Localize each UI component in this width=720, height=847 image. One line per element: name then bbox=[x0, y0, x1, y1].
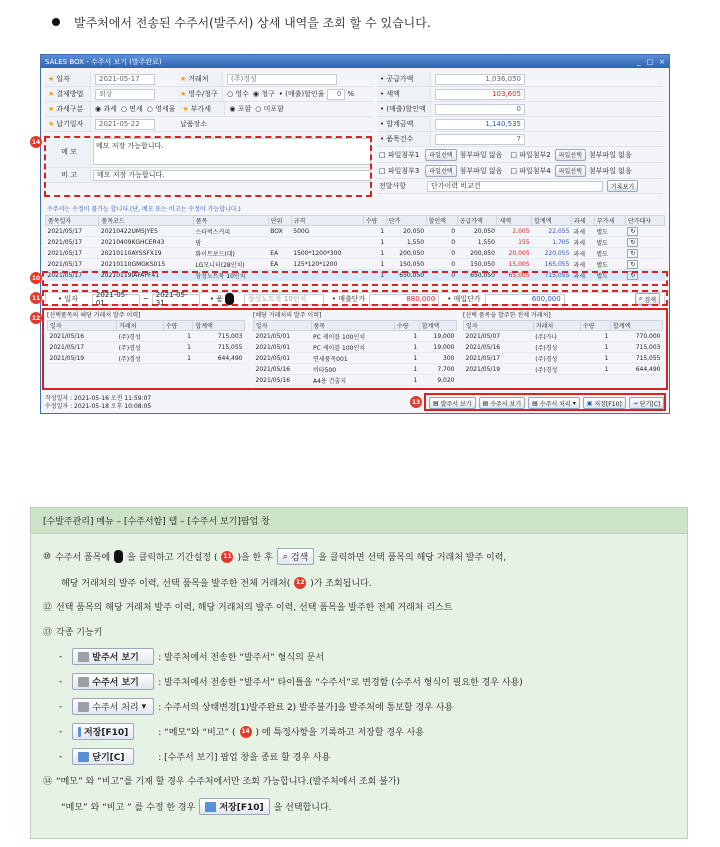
grid-header: 단가대사 bbox=[625, 216, 664, 226]
note-line-4: ⑬ 각종 기능키 bbox=[43, 628, 103, 638]
send-label: 전달사항 bbox=[379, 182, 407, 190]
grid-header: 단가 bbox=[386, 216, 426, 226]
history1-title: [선택품목의 해당 거래처 발주 이력] bbox=[47, 312, 141, 319]
radio-free[interactable]: ○ 면세 bbox=[120, 105, 143, 113]
attach4-label: □ 파일첨부4 bbox=[510, 166, 551, 175]
table-cell: 1,705 bbox=[532, 237, 572, 248]
table-cell: LG모니터(28인치) bbox=[193, 259, 268, 270]
history-cell: 1 bbox=[163, 353, 193, 364]
history-cell: PC 케이블 100인치 bbox=[311, 331, 395, 342]
note-badge-11: 11 bbox=[221, 551, 233, 563]
table-cell: 200,050 bbox=[457, 248, 497, 259]
attach3-label: □ 파일첨부3 bbox=[379, 166, 420, 175]
history-cell: (주)경성 bbox=[117, 342, 164, 353]
supply-label: • 공급가액 bbox=[377, 72, 431, 86]
table-row[interactable] bbox=[46, 226, 665, 237]
table-cell: 15,005 bbox=[497, 259, 532, 270]
note-search-button: ⌕ 검색 bbox=[277, 548, 314, 565]
grid-header: 합계액 bbox=[532, 216, 572, 226]
history-cell: 1 bbox=[163, 331, 193, 342]
table-cell: 별도 bbox=[594, 226, 625, 237]
table-cell: 65,005 bbox=[497, 270, 532, 281]
history-cell: (주)경성 bbox=[117, 353, 164, 364]
remark-input[interactable]: 메모 저장 가능합니다. bbox=[93, 170, 371, 181]
history-cell: 1 bbox=[395, 364, 420, 375]
grid-header: 공급가액 bbox=[457, 216, 497, 226]
date-field[interactable]: 2021-05-17 bbox=[95, 74, 155, 85]
history-cell: 9,020 bbox=[419, 375, 456, 386]
grid-header: 품목코드 bbox=[99, 216, 193, 226]
item-grid bbox=[45, 204, 665, 281]
table-cell: 150,050 bbox=[457, 259, 497, 270]
view-po-button[interactable]: ▤ 발주서 보기 bbox=[429, 397, 476, 409]
note-line-3: ⑫ 선택 품목의 해당 거래처 발주 이력, 해당 거래처의 발주 이력, 선택 품목을 발주한 전체 거래처 리스트 bbox=[43, 603, 453, 613]
history-header: 수량 bbox=[580, 321, 610, 331]
table-cell: 20210110GMGKS015 bbox=[99, 259, 193, 270]
price-compare-icon[interactable]: ↻ bbox=[627, 260, 638, 269]
history-cell: (주)경성 bbox=[533, 353, 580, 364]
memo-textarea[interactable]: 메모 저장 가능합니다. bbox=[93, 138, 371, 165]
note-line-1: ⑩ 수주서 품목에 을 클릭하고 기간설정 ( 11 )을 한 후 ⌕ 검색 을 클릭하면 선택 품목의 해당 거래처 발주 이력, bbox=[43, 548, 506, 565]
remark-label: 비 고 bbox=[61, 171, 77, 179]
table-cell: 별도 bbox=[594, 237, 625, 248]
history-cell: 715,003 bbox=[610, 342, 662, 353]
filter-date-label: • 일자 bbox=[58, 295, 78, 303]
table-cell: 과세 bbox=[571, 270, 594, 281]
table-cell: 화이트보드(대) bbox=[193, 248, 268, 259]
mouse-icon bbox=[114, 550, 123, 563]
price-compare-cell bbox=[625, 237, 664, 248]
attach2-label: □ 파일첨부2 bbox=[510, 150, 551, 159]
price-compare-icon[interactable]: ↻ bbox=[627, 227, 638, 236]
receipt-label: 영수/청구 bbox=[188, 90, 218, 98]
grid-header: 부가세 bbox=[594, 216, 625, 226]
history-cell: 19,000 bbox=[419, 331, 456, 342]
intro-line bbox=[52, 14, 431, 31]
vat-label: 부가세 bbox=[190, 105, 211, 113]
window-titlebar bbox=[41, 55, 669, 68]
history-cell: 1 bbox=[580, 353, 610, 364]
table-cell: 0 bbox=[426, 259, 457, 270]
table-row[interactable] bbox=[46, 237, 665, 248]
history-header: 일자 bbox=[464, 321, 534, 331]
memo-highlight bbox=[44, 136, 372, 197]
printer-icon: ▤ bbox=[482, 399, 489, 407]
grid-header: 세액 bbox=[497, 216, 532, 226]
printer-icon bbox=[78, 677, 89, 687]
buttons-highlight bbox=[424, 393, 666, 411]
table-cell: 1,550 bbox=[386, 237, 426, 248]
note-func-2: - 수주서 보기 : 발주처에서 전송한 “발주서” 타이틀을 “수주서”로 변경함 (수주서 형식이 필요한 경우 사용) bbox=[59, 673, 523, 690]
history-cell: 300 bbox=[419, 353, 456, 364]
history-header: 수량 bbox=[163, 321, 193, 331]
table-cell: EA bbox=[268, 259, 291, 270]
table-cell: 1 bbox=[363, 259, 386, 270]
process-so-button[interactable]: ▤ 수주서 처리 ▾ bbox=[528, 397, 580, 409]
table-cell: 20,005 bbox=[497, 248, 532, 259]
badge-12: 12 bbox=[30, 312, 42, 324]
attach2-button[interactable]: 파일선택 bbox=[555, 149, 586, 161]
grid-notice: 수주서는 수정이 불가능 합니다.(단, 메모 또는 비고는 수정이 가능합니다.) bbox=[47, 206, 241, 213]
pay-label: 결제방법 bbox=[56, 90, 84, 98]
table-cell: 과세 bbox=[571, 237, 594, 248]
intro-text: 발주처에서 전송된 수주서(발주서) 상세 내역을 조회 할 수 있습니다. bbox=[74, 16, 431, 30]
history-cell: 715,055 bbox=[193, 342, 245, 353]
table-cell bbox=[291, 237, 363, 248]
filter-sale-price: 880,000 bbox=[369, 294, 439, 305]
history-header: 합계액 bbox=[419, 321, 456, 331]
history-cell: 2021/05/17 bbox=[48, 342, 117, 353]
history-cell: 2021/05/01 bbox=[254, 342, 312, 353]
modified-date: 수정일자 : 2021-05-18 오후 10:08:05 bbox=[45, 403, 152, 410]
table-cell: 0 bbox=[426, 226, 457, 237]
table-cell: 2021/05/17 bbox=[46, 270, 99, 281]
table-cell: 0 bbox=[426, 270, 457, 281]
table-cell: 1 bbox=[363, 248, 386, 259]
table-cell: 125*120*1200 bbox=[291, 259, 363, 270]
note-line-5: ⑭ “메모” 와 “비고”를 기재 할 경우 수주처에서만 조회 가능합니다.(발주처에서 조회 불가) bbox=[43, 777, 401, 787]
table-cell: 2021/05/17 bbox=[46, 226, 99, 237]
history-cell: 2021/05/19 bbox=[48, 353, 117, 364]
attach4-button[interactable]: 파일선택 bbox=[555, 165, 586, 177]
history-header: 거래처 bbox=[533, 321, 580, 331]
history-header: 품목 bbox=[311, 321, 395, 331]
search-icon: ⌕ bbox=[639, 295, 643, 302]
history-cell: 770,000 bbox=[610, 331, 662, 342]
history-cell: 1 bbox=[395, 375, 420, 386]
filter-buy-price: 600,000 bbox=[485, 294, 565, 305]
note-badge-14: 14 bbox=[240, 726, 252, 738]
history-cell: 2021/05/16 bbox=[254, 375, 312, 386]
table-cell: EA bbox=[268, 248, 291, 259]
radio-include[interactable]: ◉ 포함 bbox=[229, 105, 252, 113]
filter-to-date[interactable]: 2021-05-31 bbox=[152, 294, 200, 305]
history-cell: 19,000 bbox=[419, 342, 456, 353]
history-cell: (주)가나 bbox=[533, 331, 580, 342]
table-cell: 2021/05/17 bbox=[46, 237, 99, 248]
note-badge-12: 12 bbox=[294, 577, 306, 589]
table-cell: 1 bbox=[363, 270, 386, 281]
attach1-status: 첨부파일 없음 bbox=[459, 150, 503, 159]
history-cell: 1 bbox=[580, 342, 610, 353]
note-func-3: - 수주서 처리 ▾ : 수주서의 상태변경[1)발주완료 2) 발주불가]을 발주처에 통보할 경우 사용 bbox=[59, 698, 453, 715]
table-cell: 1,550 bbox=[457, 237, 497, 248]
filter-item-input: 삼성노트북 10인치 bbox=[244, 294, 324, 305]
history-cell: 2021/05/01 bbox=[254, 353, 312, 364]
table-cell: 200,050 bbox=[386, 248, 426, 259]
supply-field: 1,036,050 bbox=[435, 74, 525, 85]
created-date: 작성일자 : 2021-05-16 오전 11:59:07 bbox=[45, 395, 152, 402]
table-cell: 2021/05/17 bbox=[46, 248, 99, 259]
history-cell: (주)경성 bbox=[533, 364, 580, 375]
history-cell: 1 bbox=[580, 364, 610, 375]
badge-13: 13 bbox=[410, 396, 422, 408]
sale-discount-field: 0 bbox=[435, 104, 525, 115]
history-cell: (주)경성 bbox=[117, 331, 164, 342]
table-cell: 별도 bbox=[594, 248, 625, 259]
history-cell: 644,490 bbox=[193, 353, 245, 364]
history-cell: (주)경성 bbox=[533, 342, 580, 353]
table-cell: 과세 bbox=[571, 248, 594, 259]
note-line-2: 해당 거래처의 발주 이력, 선택 품목을 발주한 전체 거래처( 12 )가 조회됩니다. bbox=[61, 576, 372, 589]
history-cell: 2021/05/16 bbox=[254, 364, 312, 375]
note-line-6: “메모” 와 “비고 ” 를 수정 한 경우 저장[F10] 을 선택합니다. bbox=[61, 798, 332, 815]
filter-highlight bbox=[42, 290, 668, 306]
table-cell: 별도 bbox=[594, 270, 625, 281]
order-form-right bbox=[377, 72, 663, 194]
history-cell: 715,003 bbox=[193, 331, 245, 342]
table-cell: 20,050 bbox=[457, 226, 497, 237]
history3-title: [선택 품목을 발주한 전체 거래처] bbox=[463, 312, 551, 319]
table-cell: 1 bbox=[363, 237, 386, 248]
table-cell: 스타벅스커피 bbox=[193, 226, 268, 237]
table-cell: 165,055 bbox=[532, 259, 572, 270]
table-cell: 20210110AYSSFX19 bbox=[99, 248, 193, 259]
table-cell: 20,050 bbox=[386, 226, 426, 237]
history-cell: PC 케이블 100인치 bbox=[311, 342, 395, 353]
history-cell: 1 bbox=[163, 342, 193, 353]
radio-zero[interactable]: ○ 영세율 bbox=[146, 105, 176, 113]
table-cell: BOX bbox=[268, 226, 291, 237]
save-icon bbox=[205, 802, 216, 812]
history-cell: 2021/05/16 bbox=[464, 342, 534, 353]
table-cell: 155 bbox=[497, 237, 532, 248]
table-cell bbox=[268, 237, 291, 248]
window-title: SALES BOX - 수주서 보기 (발주완료) bbox=[45, 57, 162, 66]
printer-icon bbox=[78, 702, 89, 712]
footer-dates bbox=[45, 395, 151, 411]
table-row[interactable] bbox=[46, 248, 665, 259]
grid-header: 단위 bbox=[268, 216, 291, 226]
radio-exclude[interactable]: ○ 미포함 bbox=[255, 105, 284, 113]
total-label: • 합계금액 bbox=[377, 117, 431, 131]
history-cell: 2021/05/07 bbox=[464, 331, 534, 342]
table-cell: 20210119IAFAPF41 bbox=[99, 270, 193, 281]
minimize-button[interactable]: _ bbox=[637, 57, 641, 66]
radio-receipt[interactable]: ○ 영수 bbox=[227, 90, 249, 98]
pay-select[interactable]: 외상 bbox=[95, 89, 155, 100]
filter-from-date[interactable]: 2021-05-01 bbox=[92, 294, 140, 305]
grid-header: 수량 bbox=[363, 216, 386, 226]
table-cell: 220,055 bbox=[532, 248, 572, 259]
history-cell: 면세품목001 bbox=[311, 353, 395, 364]
history-cell: 2021/05/17 bbox=[464, 353, 534, 364]
bullet-icon bbox=[52, 18, 60, 26]
table-row[interactable] bbox=[46, 259, 665, 270]
chevron-down-icon: ▾ bbox=[572, 399, 576, 407]
table-cell: 22,055 bbox=[532, 226, 572, 237]
table-cell: 650,050 bbox=[457, 270, 497, 281]
save-icon bbox=[78, 727, 81, 737]
taxtype-label: 과세구분 bbox=[56, 105, 84, 113]
history-cell: 7,700 bbox=[419, 364, 456, 375]
table-cell: 0 bbox=[426, 248, 457, 259]
table-cell: 과세 bbox=[571, 259, 594, 270]
close-window-button[interactable]: ⇥ 닫기[C] bbox=[629, 397, 665, 409]
client-field[interactable]: (주)경성 bbox=[227, 74, 337, 85]
order-form-left: ★ 일자 2021-05-17 ★ 거래처 (주)경성 ★ 결제방법 외상 ★ 영수/청구 ○ 영수 ◉ 청구 • (매출)할인율 0 % ★ 과세구분 ◉ 과세 ○ 면세 ○ 영세율 ★ 부가세 ◉ 포함 ○ 미포함 ★ 납기일자 2021-05-22 납품장소 메 모 메모 저장 가능합니다. 비 고 메모 저장 가능합니다. bbox=[45, 72, 373, 183]
table-cell: 650,050 bbox=[386, 270, 426, 281]
table-cell: 팜 bbox=[193, 237, 268, 248]
history-cell: 1 bbox=[395, 331, 420, 342]
badge-11: 11 bbox=[30, 292, 42, 304]
price-compare-icon[interactable]: ↻ bbox=[627, 271, 638, 280]
attach1-button[interactable]: 파일선택 bbox=[425, 149, 456, 161]
history-cell: A4용 건출지 bbox=[311, 375, 395, 386]
table-cell: 1 bbox=[363, 226, 386, 237]
printer-icon bbox=[78, 652, 89, 662]
history-cell: 2021/05/16 bbox=[48, 331, 117, 342]
table-cell: 715,055 bbox=[532, 270, 572, 281]
note-func-5: - 닫기[C] : [수주서 보기] 팝업 창을 종료 할 경우 사용 bbox=[59, 748, 330, 765]
close-button[interactable]: × bbox=[659, 57, 665, 66]
history-cell: 2021/05/19 bbox=[464, 364, 534, 375]
attach3-button[interactable]: 파일선택 bbox=[425, 165, 456, 177]
attach1-label: □ 파일첨부1 bbox=[379, 150, 420, 159]
tax-label: • 세액 bbox=[377, 87, 431, 101]
place-label: 납품장소 bbox=[180, 120, 208, 128]
table-cell: 삼성노트북 10인치 bbox=[193, 270, 268, 281]
tax-field: 103,605 bbox=[435, 89, 525, 100]
history-header: 일자 bbox=[254, 321, 312, 331]
note-header: [수발주관리] 메뉴 – [수주서함] 탭 – [수주서 보기]팝업 창 bbox=[31, 508, 687, 534]
table-cell: 1500*1200*300 bbox=[291, 248, 363, 259]
search-button[interactable]: ⌕ 검색 bbox=[635, 293, 660, 305]
memo-label: 메 모 bbox=[61, 147, 77, 156]
sale-discount-label: • (매출)할인액 bbox=[377, 102, 431, 116]
note-func-1: - 발주서 보기 : 발주처에서 전송한 “발주서” 형식의 문서 bbox=[59, 648, 324, 665]
price-compare-cell bbox=[625, 248, 664, 259]
history-header: 수량 bbox=[395, 321, 420, 331]
maximize-button[interactable]: □ bbox=[646, 57, 654, 66]
history-cell: 1 bbox=[580, 331, 610, 342]
client-label: 거래처 bbox=[188, 75, 209, 83]
price-compare-icon[interactable]: ↻ bbox=[627, 249, 638, 258]
grid-header: 과세 bbox=[571, 216, 594, 226]
price-compare-cell bbox=[625, 226, 664, 237]
history-cell: 1 bbox=[395, 342, 420, 353]
exit-icon: ⇥ bbox=[632, 399, 638, 407]
history-header: 합계액 bbox=[193, 321, 245, 331]
history-header: 일자 bbox=[48, 321, 117, 331]
attach4-status: 첨부파일 없음 bbox=[588, 166, 632, 175]
view-so-button[interactable]: ▤ 수주서 보기 bbox=[479, 397, 526, 409]
badge-10: 10 bbox=[30, 272, 42, 284]
row-highlight bbox=[42, 271, 668, 286]
table-cell: 20210409KGHCER43 bbox=[99, 237, 193, 248]
save-icon: ▣ bbox=[586, 399, 593, 407]
note-func-4: - 저장[F10] : “메모”와 “비고” ( 14 ) 에 특정사항을 기록하고 저장할 경우 사용 bbox=[59, 723, 424, 740]
printer-icon: ▤ bbox=[433, 399, 439, 407]
history-button[interactable]: 기록보기 bbox=[607, 180, 638, 192]
filter-sale-price-label: • 매출단가 bbox=[331, 295, 366, 303]
table-cell: 별도 bbox=[594, 259, 625, 270]
filter-item-label: • 품 bbox=[209, 295, 223, 303]
grid-header: 할인액 bbox=[426, 216, 457, 226]
history-cell: 2021/05/01 bbox=[254, 331, 312, 342]
sale-discount-rate-label: • (매출)할인율 bbox=[278, 90, 325, 98]
table-cell: 2,005 bbox=[497, 226, 532, 237]
filter-buy-price-label: • 매입단가 bbox=[447, 295, 481, 303]
table-cell: 0 bbox=[426, 237, 457, 248]
attach3-status: 첨부파일 없음 bbox=[459, 166, 503, 175]
due-label: 납기일자 bbox=[56, 120, 84, 128]
radio-tax[interactable]: ◉ 과세 bbox=[95, 105, 117, 113]
items-label: • 품목건수 bbox=[377, 132, 431, 146]
send-input[interactable]: 단가이력 비교건 bbox=[427, 181, 603, 192]
date-label: 일자 bbox=[56, 75, 70, 83]
chevron-down-icon: ▾ bbox=[141, 701, 147, 712]
grid-header: 품목일자 bbox=[46, 216, 99, 226]
price-compare-icon[interactable]: ↻ bbox=[627, 238, 638, 247]
history-header: 합계액 bbox=[610, 321, 662, 331]
history-cell: 1 bbox=[395, 353, 420, 364]
history2-title: [해당 거래처의 발주 이력] bbox=[253, 312, 322, 319]
history-highlight bbox=[42, 308, 668, 390]
printer-icon: ▤ bbox=[532, 399, 538, 407]
table-cell: 과세 bbox=[571, 226, 594, 237]
table-cell: 150,050 bbox=[386, 259, 426, 270]
items-field: 7 bbox=[435, 134, 525, 145]
attach2-status: 첨부파일 없음 bbox=[588, 150, 632, 159]
total-field: 1,140,535 bbox=[435, 119, 525, 130]
history-cell: 비타500 bbox=[311, 364, 395, 375]
save-button[interactable]: ▣ 저장[F10] bbox=[583, 397, 626, 409]
badge-14: 14 bbox=[30, 136, 42, 148]
table-cell: 500G bbox=[291, 226, 363, 237]
due-field[interactable]: 2021-05-22 bbox=[95, 119, 155, 130]
filter-bar: • 일자 2021-05-01 ~ 2021-05-31 • 품 삼성노트북 10인치 • 매출단가 880,000 • 매입단가 600,000 ⌕ 검색 bbox=[45, 292, 665, 306]
radio-claim[interactable]: ◉ 청구 bbox=[252, 90, 275, 98]
search-icon: ⌕ bbox=[282, 551, 288, 562]
grid-header: 규격 bbox=[291, 216, 363, 226]
history-cell: 644,490 bbox=[610, 364, 662, 375]
grid-header: 품목 bbox=[193, 216, 268, 226]
history-header: 거래처 bbox=[117, 321, 164, 331]
table-cell: 2021/05/17 bbox=[46, 259, 99, 270]
table-cell: 20210422UM5JYE5 bbox=[99, 226, 193, 237]
price-compare-cell bbox=[625, 259, 664, 270]
exit-icon bbox=[78, 752, 89, 762]
help-note bbox=[30, 507, 688, 839]
history-cell: 715,055 bbox=[610, 353, 662, 364]
discount-rate-input[interactable]: 0 bbox=[327, 89, 345, 100]
